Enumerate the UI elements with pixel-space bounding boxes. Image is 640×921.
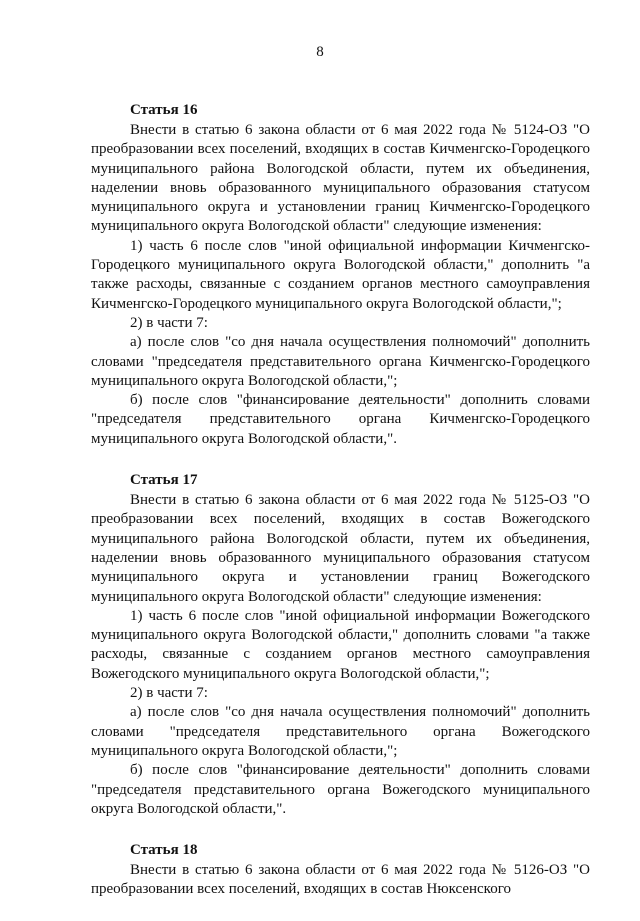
- article-paragraph: б) после слов "финансирование деятельности" дополнить словами "председателя представительного органа Вожегодского муниципального округа Вологодской области,".: [91, 762, 590, 817]
- article-paragraph: Внести в статью 6 закона области от 6 мая 2022 года № 5125-ОЗ "О преобразовании всех поселений, входящих в состав Вожегодского муниципального района Вологодской области, путем их объединения, наделении вновь образованного муниципального образования статусом муниципального округа и установлении границ Вожегодского муниципального округа Вологодской области" следующие изменения:: [91, 492, 590, 605]
- article-heading: Статья 17: [130, 472, 198, 489]
- article-paragraph: 1) часть 6 после слов "иной официальной информации Кичменгско-Городецкого муниципального округа Вологодской области," дополнить "а также расходы, связанные с созданием органов местного самоуправления Кичменгско-Городецкого муниципального округа Вологодской области,";: [91, 237, 590, 312]
- article-18: [91, 840, 590, 900]
- page-number: 8: [316, 44, 324, 60]
- article-paragraph: 2) в части 7:: [130, 314, 208, 331]
- article-paragraph: б) после слов "финансирование деятельности" дополнить словами "председателя представительного органа Кичменгско-Городецкого муниципального округа Вологодской области,".: [91, 392, 590, 447]
- article-paragraph: 2) в части 7:: [130, 685, 208, 702]
- article-heading: Статья 16: [130, 102, 198, 118]
- article-paragraph: 1) часть 6 после слов "иной официальной информации Вожегодского муниципального округа Вологодской области," дополнить словами "а также расходы, связанные с созданием органов местного самоуправления Вожегодского муниципального округа Вологодской области,";: [91, 607, 590, 682]
- article-16: [91, 100, 590, 449]
- article-paragraph: Внести в статью 6 закона области от 6 мая 2022 года № 5124-ОЗ "О преобразовании всех поселений, входящих в состав Кичменгско-Городецкого муниципального района Вологодской области, путем их объединения, наделении вновь образованного муниципального образования статусом муниципального округа и установлении границ Кичменгско-Городецкого муниципального округа Вологодской области" следующие изменения:: [91, 122, 590, 235]
- article-heading: Статья 18: [130, 842, 198, 859]
- article-paragraph: а) после слов "со дня начала осуществления полномочий" дополнить словами "председателя представительного органа Кичменгско-Городецкого муниципального округа Вологодской области,";: [91, 334, 590, 389]
- article-paragraph: Внести в статью 6 закона области от 6 мая 2022 года № 5126-ОЗ "О преобразовании всех поселений, входящих в состав Нюксенского: [91, 862, 590, 898]
- article-paragraph: а) после слов "со дня начала осуществления полномочий" дополнить словами "председателя представительного органа Вожегодского муниципального округа Вологодской области,";: [91, 704, 590, 759]
- article-17: [91, 470, 590, 819]
- document-body: [91, 100, 590, 921]
